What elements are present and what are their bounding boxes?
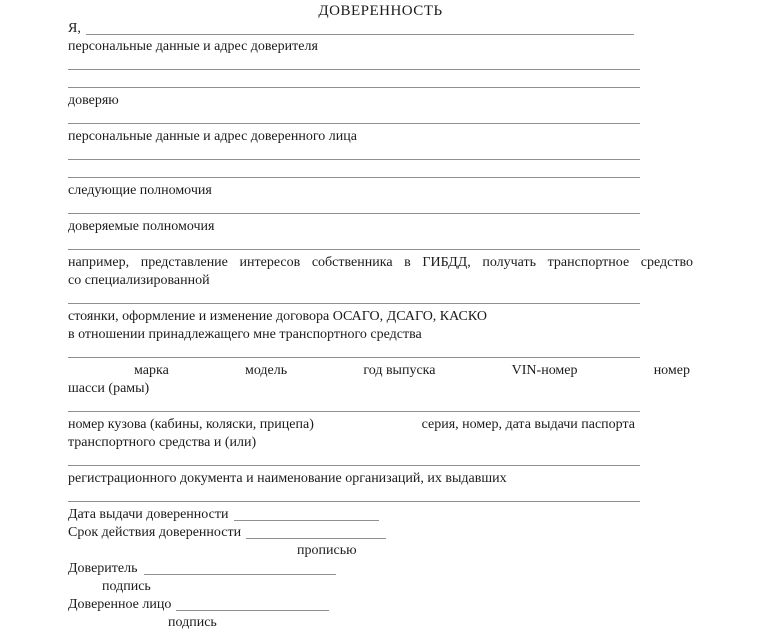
attorney-signature-row — [68, 596, 768, 614]
validity-field[interactable] — [246, 538, 386, 539]
powers-extra-field[interactable] — [68, 290, 640, 304]
attorney-signature-caption: подпись — [168, 615, 217, 630]
vehicle-field-year: год выпуска — [363, 363, 436, 378]
attorney-sign-label: Доверенное лицо — [68, 597, 172, 612]
issue-date-label: Дата выдачи доверенности — [68, 507, 229, 522]
registration-caption: регистрационного документа и наименование организаций, их выдавших — [68, 471, 507, 486]
validity-row — [68, 524, 768, 542]
vehicle-fields-row — [68, 362, 690, 380]
entrusted-powers-caption: доверяемые полномочия — [68, 219, 215, 234]
blank-row — [68, 110, 768, 128]
body-number-caption: номер кузова (кабины, коляски, прицепа) — [68, 417, 314, 432]
blank-row — [68, 236, 768, 254]
registration-data-field[interactable] — [68, 452, 640, 466]
blank-row — [68, 398, 768, 416]
blank-row — [68, 290, 768, 308]
blank-row — [68, 146, 768, 164]
attorney-data-field-2[interactable] — [68, 164, 640, 178]
issue-date-row — [68, 506, 768, 524]
passport-caption: серия, номер, дата выдачи паспорта — [421, 417, 635, 432]
powers-field[interactable] — [68, 200, 640, 214]
extra-data-field[interactable] — [68, 488, 640, 502]
vehicle-field-make: марка — [134, 363, 169, 378]
powers-example-line-1: например, представление интересов собственника в ГИБДД, получать транспортное средство — [68, 255, 693, 270]
principal-name-field[interactable] — [86, 34, 634, 35]
principal-signature-field[interactable] — [144, 574, 336, 575]
passport-caption-cont: транспортного средства и (или) — [68, 435, 257, 450]
issue-date-field[interactable] — [234, 520, 379, 521]
blank-row — [68, 164, 768, 182]
following-powers-label: следующие полномочия — [68, 183, 212, 198]
blank-row — [68, 200, 768, 218]
vehicle-intro-line: в отношении принадлежащего мне транспортного средства — [68, 327, 422, 342]
document-title: ДОВЕРЕННОСТЬ — [318, 3, 443, 19]
blank-row — [68, 488, 768, 506]
principal-sign-label: Доверитель — [68, 561, 138, 576]
attorney-name-field[interactable] — [68, 110, 640, 124]
attorney-data-field-1[interactable] — [68, 146, 640, 160]
vehicle-field-vin: VIN-номер — [511, 363, 578, 378]
in-words-caption: прописью — [297, 543, 357, 558]
principal-data-field-2[interactable] — [68, 74, 640, 88]
body-passport-row — [68, 416, 635, 434]
blank-row — [68, 452, 768, 470]
entrusted-powers-field[interactable] — [68, 236, 640, 250]
powers-example-line-3: стоянки, оформление и изменение договора ОСАГО, ДСАГО, КАСКО — [68, 309, 487, 324]
principal-caption: персональные данные и адрес доверителя — [68, 39, 318, 54]
vehicle-data-field[interactable] — [68, 344, 640, 358]
principal-signature-caption: подпись — [102, 579, 151, 594]
intro-row — [68, 20, 768, 38]
intro-prefix-label: Я, — [68, 21, 81, 36]
blank-row — [68, 74, 768, 92]
attorney-signature-field[interactable] — [176, 610, 329, 611]
blank-row — [68, 344, 768, 362]
principal-signature-row — [68, 560, 768, 578]
blank-row — [68, 56, 768, 74]
powers-example-line-2: со специализированной — [68, 273, 210, 288]
vehicle-fields-cont: шасси (рамы) — [68, 381, 150, 396]
vehicle-numbers-field[interactable] — [68, 398, 640, 412]
entrust-word: доверяю — [68, 93, 119, 108]
vehicle-field-number: номер — [653, 363, 690, 378]
vehicle-field-model: модель — [244, 363, 288, 378]
validity-label: Срок действия доверенности — [68, 525, 242, 540]
principal-data-field-1[interactable] — [68, 56, 640, 70]
attorney-caption: персональные данные и адрес доверенного лица — [68, 129, 357, 144]
